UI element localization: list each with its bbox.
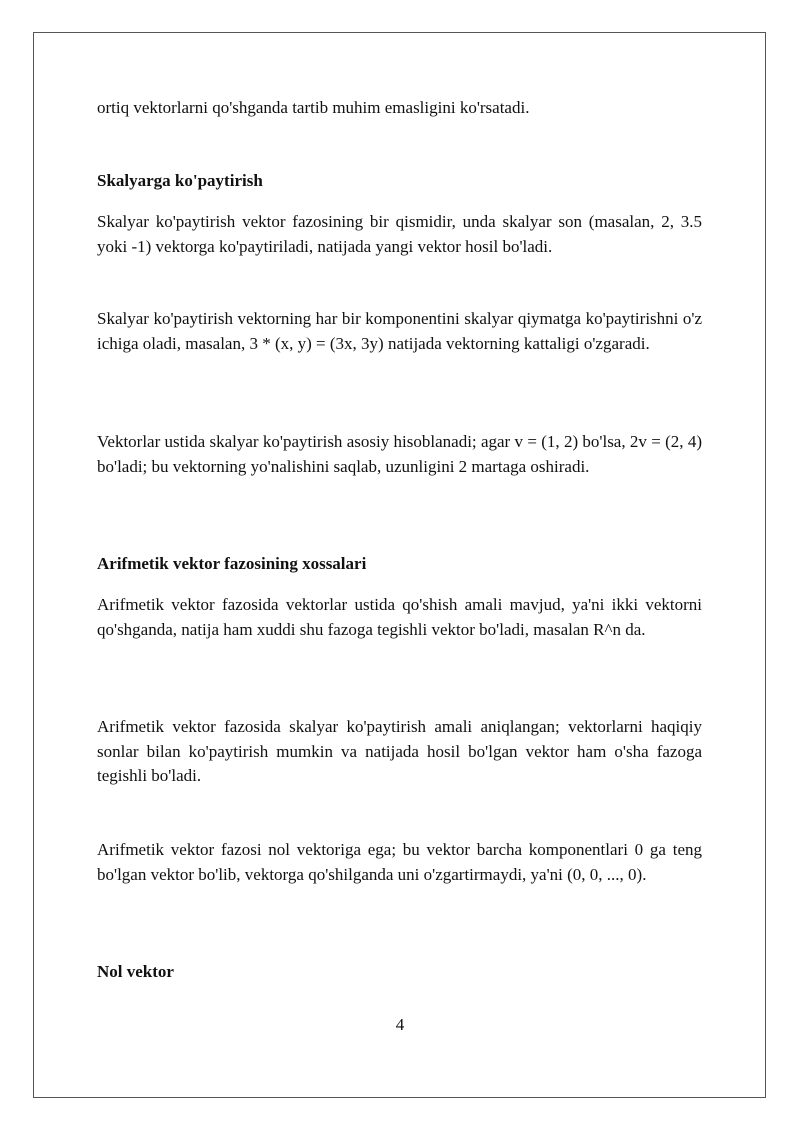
paragraph-continuation: ortiq vektorlarni qo'shganda tartib muhim emasligini ko'rsatadi. [97, 98, 530, 117]
paragraph: Skalyar ko'paytirish vektor fazosining bir qismidir, unda skalyar son (masalan, 2, 3.5 yoki -1) vektorga ko'paytiriladi, natijada yangi vektor hosil bo'ladi. [97, 212, 702, 256]
page-number: 4 [395, 1015, 405, 1034]
section-heading-zero-vector: Nol vektor [97, 962, 174, 981]
section-heading-vector-space-properties: Arifmetik vektor fazosining xossalari [97, 554, 367, 573]
section-heading-scalar-multiplication: Skalyarga ko'paytirish [97, 171, 263, 190]
paragraph: Arifmetik vektor fazosida skalyar ko'paytirish amali aniqlangan; vektorlarni haqiqiy sonlar bilan ko'paytirish mumkin va natijada hosil bo'lgan vektor ham o'sha fazoga tegishli bo'ladi. [97, 717, 702, 785]
paragraph: Vektorlar ustida skalyar ko'paytirish asosiy hisoblanadi; agar v = (1, 2) bo'lsa, 2v = (2, 4) bo'ladi; bu vektorning yo'nalishini saqlab, uzunligini 2 martaga oshiradi. [97, 432, 702, 476]
paragraph: Arifmetik vektor fazosi nol vektoriga ega; bu vektor barcha komponentlari 0 ga teng bo'lgan vektor bo'lib, vektorga qo'shilganda uni o'zgartirmaydi, ya'ni (0, 0, ..., 0). [97, 840, 702, 884]
paragraph: Arifmetik vektor fazosida vektorlar ustida qo'shish amali mavjud, ya'ni ikki vektorni qo'shganda, natija ham xuddi shu fazoga tegishli vektor bo'ladi, masalan R^n da. [97, 595, 702, 639]
paragraph: Skalyar ko'paytirish vektorning har bir komponentini skalyar qiymatga ko'paytirishni o'z ichiga oladi, masalan, 3 * (x, y) = (3x, 3y) natijada vektorning kattaligi o'zgaradi. [97, 309, 702, 353]
